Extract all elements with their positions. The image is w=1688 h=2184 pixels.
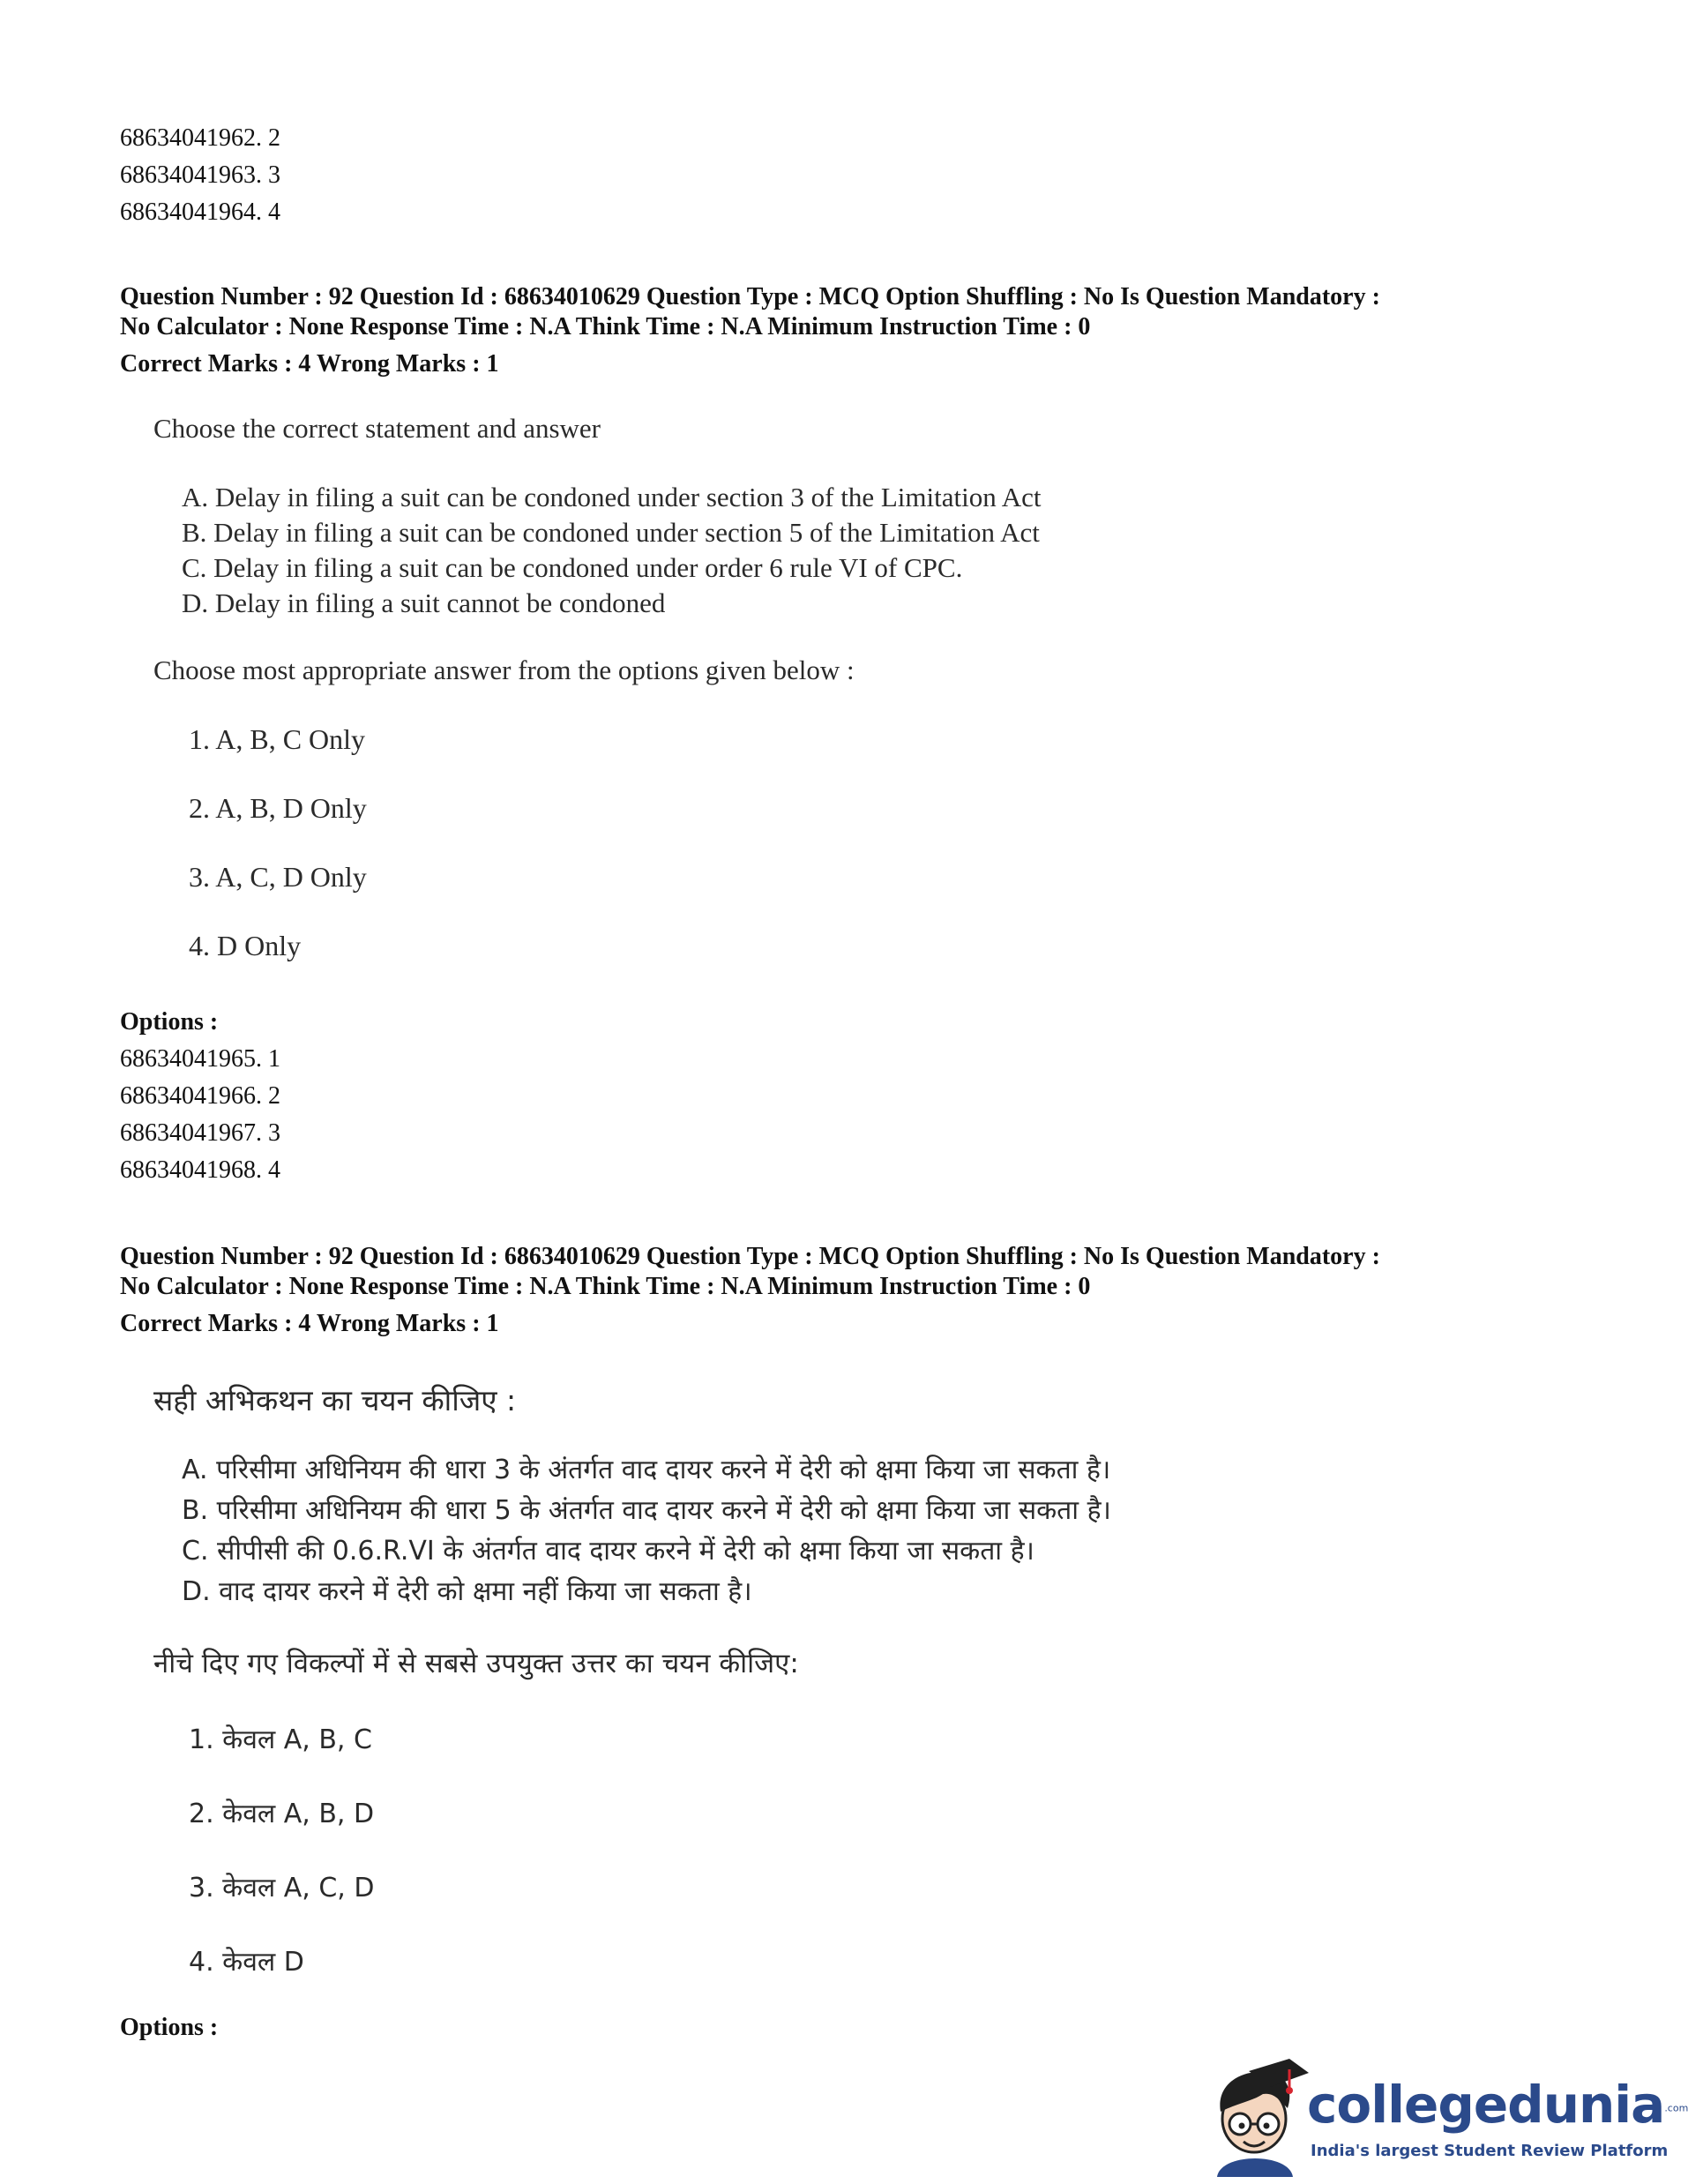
statement-b: B. Delay in filing a suit can be condoned under section 5 of the Limitation Act <box>182 517 1040 548</box>
option-line: 68634041962. 2 <box>120 124 280 152</box>
statement-d: D. Delay in filing a suit cannot be condoned <box>182 587 666 618</box>
options-label: Options : <box>120 2014 219 2041</box>
question-instruction: नीचे दिए गए विकल्पों में से सबसे उपयुक्त उत्तर का चयन कीजिए: <box>153 1648 799 1679</box>
logo-domain-suffix: .com <box>1664 2102 1688 2114</box>
answer-choice: 1. केवल A, B, C <box>189 1724 372 1755</box>
option-line: 68634041963. 3 <box>120 161 280 189</box>
answer-choice: 4. D Only <box>189 930 302 961</box>
question-meta: No Calculator : None Response Time : N.A Think Time : N.A Minimum Instruction Time : 0 <box>120 313 1091 340</box>
logo-tagline: India's largest Student Review Platform <box>1311 2142 1669 2160</box>
statement-d: D. वाद दायर करने में देरी को क्षमा नहीं किया जा सकता है। <box>182 1576 752 1607</box>
option-line: 68634041965. 1 <box>120 1045 280 1073</box>
answer-choice: 2. A, B, D Only <box>189 792 367 824</box>
statement-c: C. Delay in filing a suit can be condoned under order 6 rule VI of CPC. <box>182 552 963 583</box>
answer-choice: 2. केवल A, B, D <box>189 1799 375 1829</box>
statement-a: A. Delay in filing a suit can be condoned under section 3 of the Limitation Act <box>182 482 1042 512</box>
answer-choice: 3. A, C, D Only <box>189 861 367 893</box>
question-marks: Correct Marks : 4 Wrong Marks : 1 <box>120 1310 499 1337</box>
question-meta: Question Number : 92 Question Id : 68634010629 Question Type : MCQ Option Shuffling : No Is Question Mandatory : <box>120 283 1380 310</box>
option-line: 68634041968. 4 <box>120 1156 280 1184</box>
answer-choice: 1. A, B, C Only <box>189 723 366 755</box>
statement-b: B. परिसीमा अधिनियम की धारा 5 के अंतर्गत वाद दायर करने में देरी को क्षमा किया जा सकता है। <box>182 1495 1111 1526</box>
statement-c: C. सीपीसी की 0.6.R.VI के अंतर्गत वाद दायर करने में देरी को क्षमा किया जा सकता है। <box>182 1536 1034 1567</box>
answer-choice: 3. केवल A, C, D <box>189 1873 375 1904</box>
logo-wordmark: collegedunia <box>1307 2075 1665 2135</box>
question-prompt: सही अभिकथन का चयन कीजिए : <box>153 1383 517 1417</box>
statement-a: A. परिसीमा अधिनियम की धारा 3 के अंतर्गत वाद दायर करने में देरी को क्षमा किया जा सकता है। <box>182 1455 1111 1485</box>
option-line: 68634041967. 3 <box>120 1119 280 1147</box>
option-line: 68634041966. 2 <box>120 1082 280 1110</box>
question-meta: Question Number : 92 Question Id : 68634010629 Question Type : MCQ Option Shuffling : No Is Question Mandatory : <box>120 1243 1380 1270</box>
option-line: 68634041964. 4 <box>120 198 280 226</box>
collegedunia-logo <box>1198 2053 1688 2177</box>
question-instruction: Choose most appropriate answer from the options given below : <box>153 654 855 685</box>
answer-choice: 4. केवल D <box>189 1947 304 1978</box>
question-marks: Correct Marks : 4 Wrong Marks : 1 <box>120 350 499 378</box>
options-label: Options : <box>120 1008 219 1036</box>
mascot-icon <box>1198 2053 1312 2177</box>
question-prompt: Choose the correct statement and answer <box>153 413 601 444</box>
question-meta: No Calculator : None Response Time : N.A Think Time : N.A Minimum Instruction Time : 0 <box>120 1273 1091 1300</box>
